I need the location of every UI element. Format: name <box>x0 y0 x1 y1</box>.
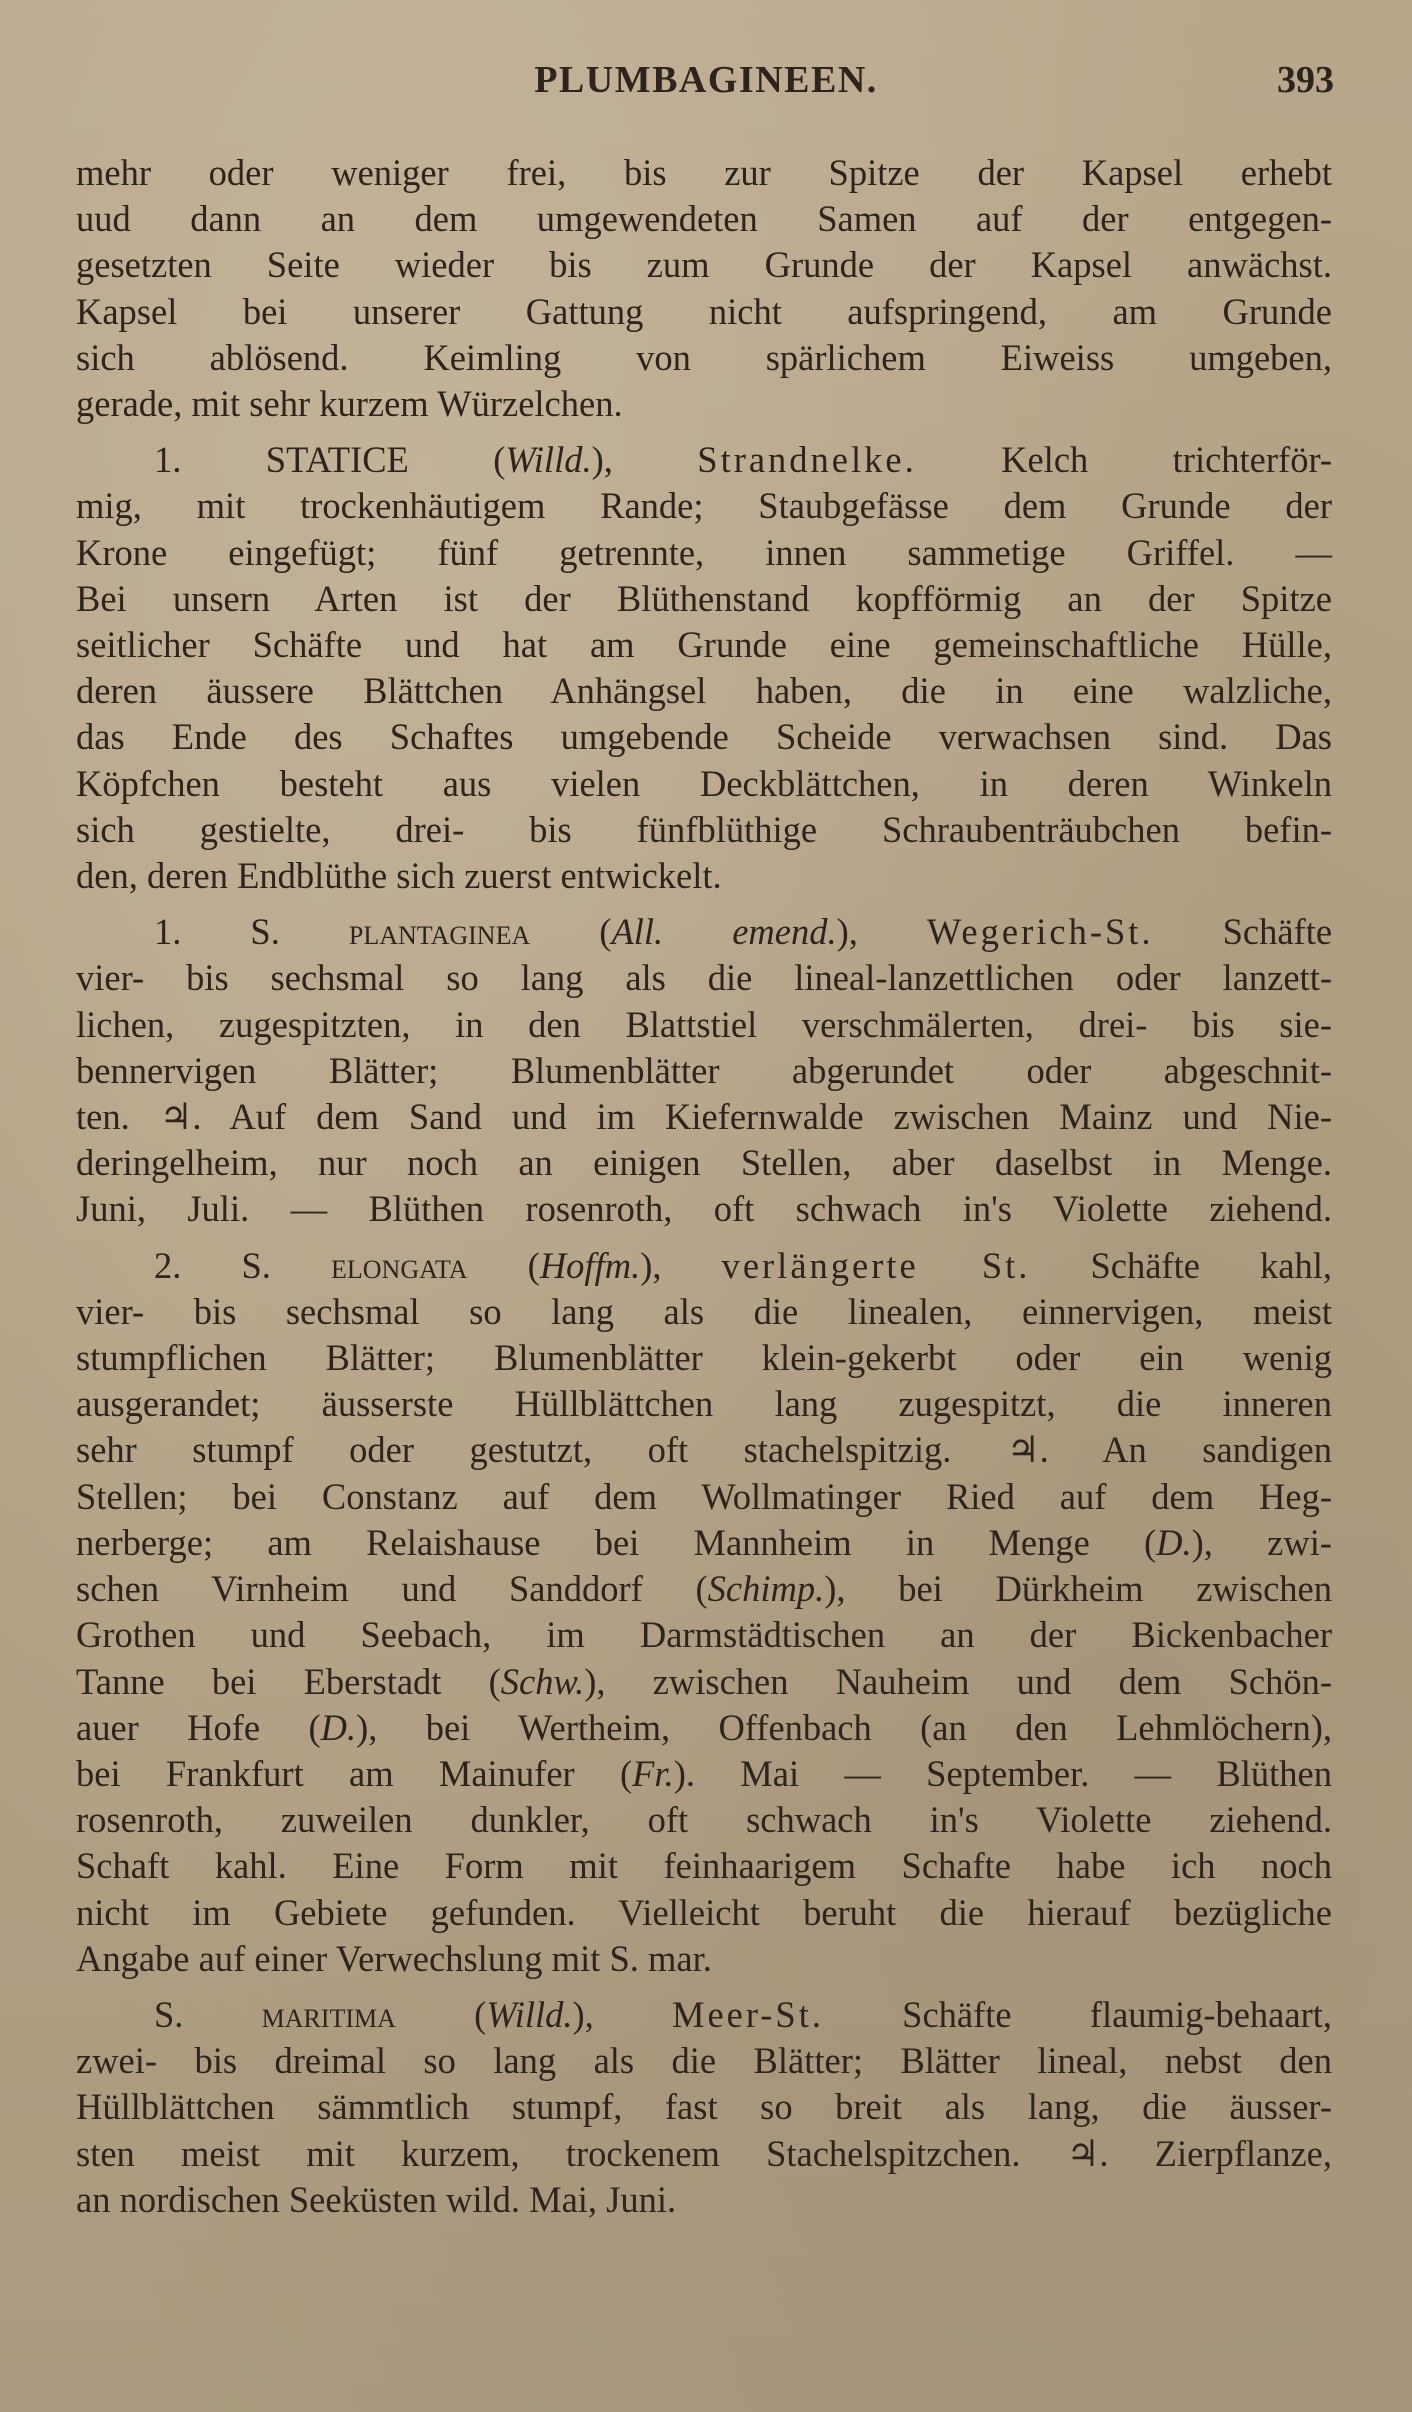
species-number: 2. <box>154 1244 182 1286</box>
text-line: Grothen und Seebach, im Darmstädtischen an der Bickenbacher <box>76 1614 1332 1656</box>
species-heading-line <box>76 1992 1332 2038</box>
page-number: 393 <box>1277 59 1334 101</box>
text-line: Schaft kahl. Eine Form mit feinhaarigem Schafte habe ich noch <box>76 1845 1332 1887</box>
text-line: das Ende des Schaftes umgebende Scheide verwachsen sind. Das <box>76 716 1332 758</box>
text-line: Angabe auf einer Verwechslung mit S. mar. <box>76 1937 712 1979</box>
species-common-name: verlängerte St. <box>721 1244 1031 1286</box>
text-line: zwei- bis dreimal so lang als die Blätter; Blätter lineal, nebst den <box>76 2040 1332 2082</box>
text-line: ten. ♃. Auf dem Sand und im Kiefernwalde zwischen Mainz und Nie- <box>76 1096 1332 1138</box>
text-line: nicht im Gebiete gefunden. Vielleicht beruht die hierauf bezügliche <box>76 1891 1332 1933</box>
citation: Schw. <box>500 1660 585 1702</box>
text-line: an nordischen Seeküsten wild. Mai, Juni. <box>76 2178 677 2220</box>
text-line: deren äussere Blättchen Anhängsel haben, die in eine walzliche, <box>76 670 1332 712</box>
running-head: PLUMBAGINEEN. <box>534 59 878 101</box>
species-epithet: plantaginea <box>348 911 531 953</box>
paren: ), <box>836 911 858 953</box>
text-line: mig, mit trockenhäutigem Rande; Staubgefässe dem Grunde der <box>76 485 1332 527</box>
text-line <box>76 1566 1332 1612</box>
genus-abbreviation: S. <box>250 911 280 953</box>
citation: D. <box>1156 1521 1192 1563</box>
text-line <box>76 1520 1332 1566</box>
text-line: ausgerandet; äusserste Hüllblättchen lang zugespitzt, die inneren <box>76 1383 1332 1425</box>
text-fragment: schen Virnheim und Sanddorf ( <box>76 1568 708 1610</box>
paren: ), <box>640 1244 662 1286</box>
text-line: Juni, Juli. — Blüthen rosenroth, oft schwach in's Violette ziehend. <box>76 1188 1332 1230</box>
genus-name: STATICE <box>265 439 409 481</box>
genus-heading-line <box>76 437 1332 483</box>
text-line: Köpfchen besteht aus vielen Deckblättchen, in deren Winkeln <box>76 762 1332 804</box>
text-fragment: ), bei Wertheim, Offenbach (an den Lehmlöchern), <box>356 1706 1332 1748</box>
text-line: sehr stumpf oder gestutzt, oft stachelspitzig. ♃. An sandigen <box>76 1429 1332 1471</box>
paren: ( <box>493 439 506 481</box>
text-line: uud dann an dem umgewendeten Samen auf der entgegen- <box>76 198 1332 240</box>
text-line: Stellen; bei Constanz auf dem Wollmatinger Ried auf dem Heg- <box>76 1475 1332 1517</box>
text-line: lichen, zugespitzten, in den Blattstiel verschmälerten, drei- bis sie- <box>76 1003 1332 1045</box>
intro-paragraph <box>76 150 1332 427</box>
text-fragment: auer Hofe ( <box>76 1706 321 1748</box>
text-line: Bei unsern Arten ist der Blüthenstand kopfförmig an der Spitze <box>76 577 1332 619</box>
text-fragment: Schäfte flaumig-behaart, <box>902 1993 1333 2035</box>
text-fragment: Tanne bei Eberstadt ( <box>76 1660 501 1702</box>
citation: Fr. <box>632 1752 674 1794</box>
species-common-name: Wegerich-St. <box>926 911 1154 953</box>
paren: ( <box>527 1244 540 1286</box>
species-epithet: elongata <box>331 1244 468 1286</box>
text-fragment: Schäfte <box>1222 911 1333 953</box>
text-line: sich gestielte, drei- bis fünfblüthige Schraubenträubchen befin- <box>76 808 1332 850</box>
text-line: rosenroth, zuweilen dunkler, oft schwach in's Violette ziehend. <box>76 1799 1332 1841</box>
text-fragment: Schäfte kahl, <box>1090 1244 1332 1286</box>
species-author: Willd. <box>486 1993 573 2035</box>
paren: ), <box>591 439 613 481</box>
text-line: vier- bis sechsmal so lang als die lineal-lanzettlichen oder lanzett- <box>76 957 1332 999</box>
text-line: gesetzten Seite wieder bis zum Grunde der Kapsel anwächst. <box>76 244 1332 286</box>
text-line: seitlicher Schäfte und hat am Grunde eine gemeinschaftliche Hülle, <box>76 624 1332 666</box>
species-number: 1. <box>154 911 182 953</box>
genus-author: Willd. <box>505 439 592 481</box>
species-heading-line <box>76 909 1332 955</box>
species-heading-line <box>76 1243 1332 1289</box>
genus-statice-paragraph <box>76 437 1332 899</box>
paren: ( <box>474 1993 487 2035</box>
text-line: mehr oder weniger frei, bis zur Spitze der Kapsel erhebt <box>76 152 1332 193</box>
genus-abbreviation: S. <box>154 1993 184 2035</box>
genus-common-name: Strandnelke. <box>697 439 917 481</box>
text-line: Hüllblättchen sämmtlich stumpf, fast so breit als lang, die äusser- <box>76 2086 1332 2128</box>
text-line <box>76 1751 1332 1797</box>
citation: Schimp. <box>707 1568 825 1610</box>
species-author: All. emend. <box>611 911 837 953</box>
text-fragment: nerberge; am Relaishause bei Mannheim in Menge ( <box>76 1521 1157 1563</box>
text-line: bennervigen Blätter; Blumenblätter abgerundet oder abgeschnit- <box>76 1049 1332 1091</box>
paren: ( <box>599 911 612 953</box>
text-line: gerade, mit sehr kurzem Würzelchen. <box>76 383 623 425</box>
species-elongata-paragraph <box>76 1243 1332 1982</box>
text-fragment: bei Frankfurt am Mainufer ( <box>76 1752 633 1794</box>
text-line <box>76 1659 1332 1705</box>
genus-number: 1. <box>154 439 182 481</box>
species-plantaginea-paragraph <box>76 909 1332 1232</box>
species-maritima-paragraph <box>76 1992 1332 2223</box>
text-fragment: ), zwi- <box>1191 1521 1333 1563</box>
text-line: vier- bis sechsmal so lang als die linealen, einnervigen, meist <box>76 1290 1332 1332</box>
text-line: Kapsel bei unserer Gattung nicht aufspringend, am Grunde <box>76 290 1332 332</box>
body-text <box>76 150 1332 2223</box>
text-line: sten meist mit kurzem, trockenem Stachelspitzchen. ♃. Zierpflanze, <box>76 2132 1332 2174</box>
text-line: Krone eingefügt; fünf getrennte, innen sammetige Griffel. — <box>76 531 1332 573</box>
text-line: den, deren Endblüthe sich zuerst entwickelt. <box>76 855 722 897</box>
genus-abbreviation: S. <box>241 1244 271 1286</box>
text-fragment: ), zwischen Nauheim und dem Schön- <box>584 1660 1332 1702</box>
text-line <box>76 1705 1332 1751</box>
text-line: deringelheim, nur noch an einigen Stellen, aber daselbst in Menge. <box>76 1142 1332 1184</box>
text-fragment: ), bei Dürkheim zwischen <box>824 1568 1332 1610</box>
citation: D. <box>320 1706 357 1748</box>
text-fragment: ). Mai — September. — Blüthen <box>673 1752 1333 1794</box>
species-epithet: maritima <box>261 1993 396 2035</box>
text-line: sich ablösend. Keimling von spärlichem Eiweiss umgeben, <box>76 336 1332 378</box>
text-line: stumpflichen Blätter; Blumenblätter klein-gekerbt oder ein wenig <box>76 1337 1332 1379</box>
page-header <box>70 58 1342 118</box>
species-common-name: Meer-St. <box>671 1993 824 2035</box>
species-author: Hoffm. <box>539 1244 641 1286</box>
paren: ), <box>572 1993 594 2035</box>
text-fragment: Kelch trichterför- <box>1001 439 1333 481</box>
